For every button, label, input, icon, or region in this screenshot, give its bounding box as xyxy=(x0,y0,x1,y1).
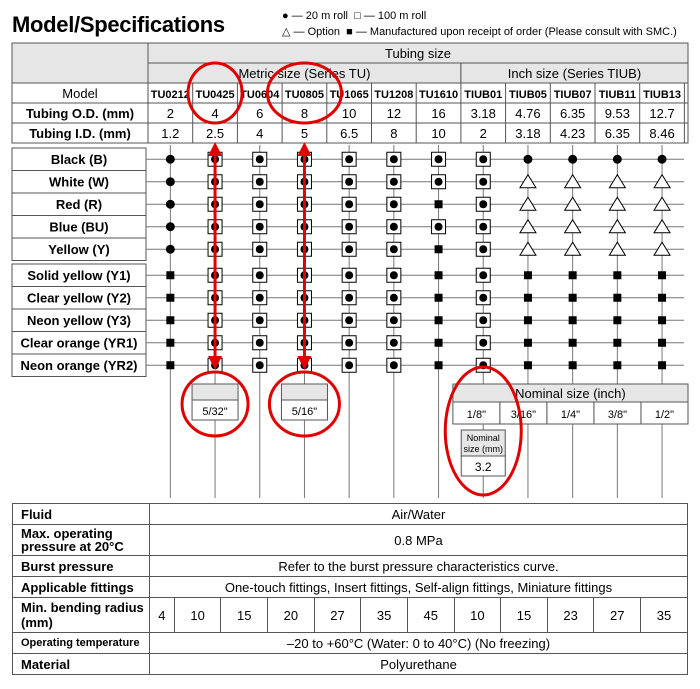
filled-circle-icon xyxy=(479,339,487,347)
legend-manufactured-text: — Manufactured upon receipt of order (Please consult with SMC.) xyxy=(355,26,677,38)
filled-square-icon xyxy=(435,245,443,253)
model-name-tiub01: TIUB01 xyxy=(464,89,503,101)
filled-circle-icon xyxy=(479,316,487,324)
nominal-size-header-cell xyxy=(192,384,238,400)
od-value-tiub05: 4.76 xyxy=(515,106,541,121)
color-label: Black (B) xyxy=(50,152,108,167)
legend-roll100-text: — 100 m roll xyxy=(363,10,427,22)
model-name-tu1610: TU1610 xyxy=(418,89,459,101)
legend-filled-square-icon: ■ xyxy=(346,26,353,38)
filled-square-icon xyxy=(435,361,443,369)
filled-circle-icon xyxy=(345,223,353,231)
id-value-tiub11: 6.35 xyxy=(604,126,631,141)
spec-row-burst xyxy=(13,556,688,577)
model-name-tiub11: TIUB11 xyxy=(598,89,636,101)
filled-circle-icon xyxy=(390,294,398,302)
legend-open-square-icon: □ xyxy=(354,10,361,22)
spec-value: One-touch fittings, Insert fittings, Self-align fittings, Miniature fittings xyxy=(150,577,688,598)
metric-header: Metric size (Series TU) xyxy=(238,66,371,81)
color-label: White (W) xyxy=(49,174,109,190)
filled-square-icon xyxy=(524,339,532,347)
nominal-mm-value: 3.2 xyxy=(474,460,492,474)
filled-circle-icon xyxy=(345,178,353,186)
id-value-tu1610: 10 xyxy=(431,126,446,141)
filled-circle-icon xyxy=(390,178,398,186)
nominal-inch-header: Nominal size (inch) xyxy=(515,386,626,401)
filled-circle-icon xyxy=(435,155,443,163)
model-name-tu0425: TU0425 xyxy=(195,89,235,101)
filled-circle-icon xyxy=(345,200,353,208)
filled-circle-icon xyxy=(345,361,353,369)
filled-square-icon xyxy=(435,339,443,347)
filled-circle-icon xyxy=(390,245,398,253)
filled-square-icon xyxy=(569,361,577,369)
filled-square-icon xyxy=(166,339,174,347)
filled-circle-icon xyxy=(256,200,264,208)
color-label: Clear yellow (Y2) xyxy=(26,290,132,306)
filled-circle-icon xyxy=(345,271,353,279)
color-label: Solid yellow (Y1) xyxy=(27,268,131,283)
filled-circle-icon xyxy=(256,316,264,324)
spec-label: Operating temperature xyxy=(13,633,150,654)
spec-value: –20 to +60°C (Water: 0 to 40°C) (No freezing) xyxy=(150,633,688,654)
od-value-tiub01: 3.18 xyxy=(470,106,496,121)
filled-circle-icon xyxy=(345,339,353,347)
legend-filled-circle-icon: ● xyxy=(282,10,289,22)
filled-circle-icon xyxy=(345,316,353,324)
id-value-tu0805: 5 xyxy=(300,126,309,141)
filled-circle-icon xyxy=(256,155,264,163)
filled-square-icon xyxy=(524,361,532,369)
spec-value: Refer to the burst pressure characteristics curve. xyxy=(150,556,688,577)
inch-header: Inch size (Series TIUB) xyxy=(507,66,642,81)
bend-radius-cell-tu0604: 15 xyxy=(221,598,268,633)
nominal-inch-value: 1/2" xyxy=(654,409,675,421)
color-label: Yellow (Y) xyxy=(48,242,110,257)
filled-square-icon xyxy=(658,339,666,347)
filled-circle-icon xyxy=(345,245,353,253)
filled-circle-icon xyxy=(479,245,487,253)
filled-circle-icon xyxy=(256,339,264,347)
bend-radius-cell-tu0425: 10 xyxy=(174,598,221,633)
corner-cell xyxy=(12,43,148,83)
filled-square-icon xyxy=(166,361,174,369)
color-label: Clear orange (YR1) xyxy=(20,335,138,351)
spec-label: Material xyxy=(13,654,150,675)
arrow-tu0425-head-up xyxy=(208,142,222,156)
od-value-tu0604: 6 xyxy=(256,106,264,121)
bend-radius-cell-tu1065: 27 xyxy=(314,598,361,633)
od-value-tu0212: 2 xyxy=(166,106,174,121)
filled-square-icon xyxy=(569,316,577,324)
filled-circle-icon xyxy=(390,339,398,347)
filled-circle-icon xyxy=(256,271,264,279)
filled-circle-icon xyxy=(345,155,353,163)
nominal-inch-value: 3/16" xyxy=(510,409,537,421)
filled-circle-icon xyxy=(479,223,487,231)
spec-row-bending xyxy=(13,598,688,633)
filled-circle-icon xyxy=(390,316,398,324)
filled-circle-icon xyxy=(166,222,175,231)
filled-square-icon xyxy=(435,200,443,208)
spec-row-temperature xyxy=(13,633,688,654)
spec-row-pressure xyxy=(13,525,688,556)
legend-roll20-text: — 20 m roll xyxy=(291,10,348,22)
filled-square-icon xyxy=(524,316,532,324)
od-value-tiub07: 6.35 xyxy=(559,106,586,121)
filled-circle-icon xyxy=(166,177,175,186)
filled-circle-icon xyxy=(479,271,487,279)
filled-square-icon xyxy=(569,294,577,302)
filled-square-icon xyxy=(166,271,174,279)
od-value-tiub13: 12.7 xyxy=(649,106,675,121)
filled-circle-icon xyxy=(256,223,264,231)
id-label: Tubing I.D. (mm) xyxy=(29,126,131,141)
filled-square-icon xyxy=(435,316,443,324)
id-value-tiub07: 4.23 xyxy=(559,126,586,141)
filled-square-icon xyxy=(569,271,577,279)
filled-square-icon xyxy=(613,339,621,347)
filled-circle-icon xyxy=(479,155,487,163)
filled-circle-icon xyxy=(479,200,487,208)
nominal-size-value: 5/32" xyxy=(202,406,228,418)
spec-label: Applicable fittings xyxy=(13,577,150,598)
model-name-tu0604: TU0604 xyxy=(240,89,280,101)
nominal-mm-label-line1: Nominal xyxy=(466,433,500,443)
id-value-tiub05: 3.18 xyxy=(515,126,541,141)
filled-square-icon xyxy=(658,271,666,279)
filled-square-icon xyxy=(613,361,621,369)
spec-value: Polyurethane xyxy=(150,654,688,675)
filled-circle-icon xyxy=(479,178,487,186)
filled-square-icon xyxy=(613,294,621,302)
model-name-tu0212: TU0212 xyxy=(150,89,190,101)
filled-circle-icon xyxy=(479,294,487,302)
spec-value: Air/Water xyxy=(150,504,688,525)
od-value-tu0805: 8 xyxy=(300,106,309,121)
filled-square-icon xyxy=(166,294,174,302)
id-value-tu1208: 8 xyxy=(390,126,398,141)
filled-circle-icon xyxy=(166,245,175,254)
filled-square-icon xyxy=(658,361,666,369)
tubing-size-header: Tubing size xyxy=(385,46,451,61)
filled-circle-icon xyxy=(435,223,443,231)
filled-square-icon xyxy=(658,294,666,302)
od-value-tu1610: 16 xyxy=(431,106,446,121)
bend-radius-cell-tiub05: 15 xyxy=(501,598,548,633)
bend-radius-cell-tiub01: 10 xyxy=(454,598,501,633)
filled-circle-icon xyxy=(166,155,175,164)
color-label: Blue (BU) xyxy=(49,219,109,235)
filled-circle-icon xyxy=(166,200,175,209)
filled-circle-icon xyxy=(345,294,353,302)
model-name-tu0805: TU0805 xyxy=(284,89,325,101)
model-name-tiub05: TIUB05 xyxy=(508,89,547,101)
filled-square-icon xyxy=(569,339,577,347)
bend-radius-cell-tiub13: 35 xyxy=(641,598,688,633)
color-label: Neon yellow (Y3) xyxy=(26,313,132,328)
filled-square-icon xyxy=(658,316,666,324)
spec-label: Max. operating pressure at 20°C xyxy=(13,525,150,556)
filled-square-icon xyxy=(613,316,621,324)
bend-radius-cell-tu0805: 20 xyxy=(268,598,315,633)
od-value-tu0425: 4 xyxy=(211,106,219,121)
filled-square-icon xyxy=(613,271,621,279)
model-name-tu1065: TU1065 xyxy=(329,89,369,101)
id-value-tu0212: 1.2 xyxy=(161,126,180,141)
color-label: Red (R) xyxy=(55,197,103,212)
filled-circle-icon xyxy=(256,178,264,186)
id-value-tu1065: 6.5 xyxy=(340,126,359,141)
model-name-tiub13: TIUB13 xyxy=(643,89,682,101)
id-value-tiub13: 8.46 xyxy=(649,126,675,141)
filled-square-icon xyxy=(435,294,443,302)
id-value-tu0425: 2.5 xyxy=(206,126,225,141)
id-value-tu0604: 4 xyxy=(256,126,264,141)
bend-radius-cell-tiub11: 27 xyxy=(594,598,641,633)
filled-circle-icon xyxy=(523,155,532,164)
filled-square-icon xyxy=(435,271,443,279)
color-label: Neon orange (YR2) xyxy=(20,358,138,373)
filled-circle-icon xyxy=(390,155,398,163)
filled-circle-icon xyxy=(256,245,264,253)
filled-circle-icon xyxy=(568,155,577,164)
arrow-tu0805-head-up xyxy=(297,142,311,156)
filled-circle-icon xyxy=(390,223,398,231)
nominal-size-header-cell xyxy=(281,384,327,400)
spec-row-material xyxy=(13,654,688,675)
spec-label: Fluid xyxy=(13,504,150,525)
bend-radius-cell-tu1610: 45 xyxy=(407,598,454,633)
od-value-tiub11: 9.53 xyxy=(604,106,631,121)
nominal-size-value: 5/16" xyxy=(291,406,318,418)
filled-circle-icon xyxy=(613,155,622,164)
filled-square-icon xyxy=(166,316,174,324)
filled-circle-icon xyxy=(256,361,264,369)
filled-circle-icon xyxy=(390,361,398,369)
model-name-tiub07: TIUB07 xyxy=(553,89,592,101)
legend-triangle-icon: △ xyxy=(282,26,291,38)
nominal-mm-label-line2: size (mm) xyxy=(463,444,503,454)
filled-circle-icon xyxy=(390,200,398,208)
filled-circle-icon xyxy=(658,155,667,164)
nominal-inch-value: 3/8" xyxy=(607,409,628,421)
filled-circle-icon xyxy=(435,178,443,186)
bend-radius-cell-tiub07: 23 xyxy=(547,598,594,633)
spec-table xyxy=(12,503,688,675)
nominal-inch-value: 1/4" xyxy=(560,409,581,421)
filled-square-icon xyxy=(524,271,532,279)
od-label: Tubing O.D. (mm) xyxy=(25,106,135,121)
filled-circle-icon xyxy=(390,271,398,279)
model-label: Model xyxy=(62,86,98,101)
model-name-tu1208: TU1208 xyxy=(374,89,414,101)
id-value-tiub01: 2 xyxy=(479,126,487,141)
bend-radius-cell-tu1208: 35 xyxy=(361,598,408,633)
filled-square-icon xyxy=(524,294,532,302)
page-title: Model/Specifications xyxy=(12,12,225,37)
spec-row-fluid xyxy=(13,504,688,525)
spec-value: 0.8 MPa xyxy=(150,525,688,556)
od-value-tu1208: 12 xyxy=(386,106,402,121)
bend-radius-cell-tu0212: 4 xyxy=(150,598,175,633)
legend-option-text: — Option xyxy=(293,26,340,38)
spec-label: Min. bending radius (mm) xyxy=(13,598,150,633)
filled-circle-icon xyxy=(256,294,264,302)
spec-label: Burst pressure xyxy=(13,556,150,577)
od-value-tu1065: 10 xyxy=(341,106,357,121)
spec-row-fittings xyxy=(13,577,688,598)
nominal-inch-value: 1/8" xyxy=(466,409,487,421)
